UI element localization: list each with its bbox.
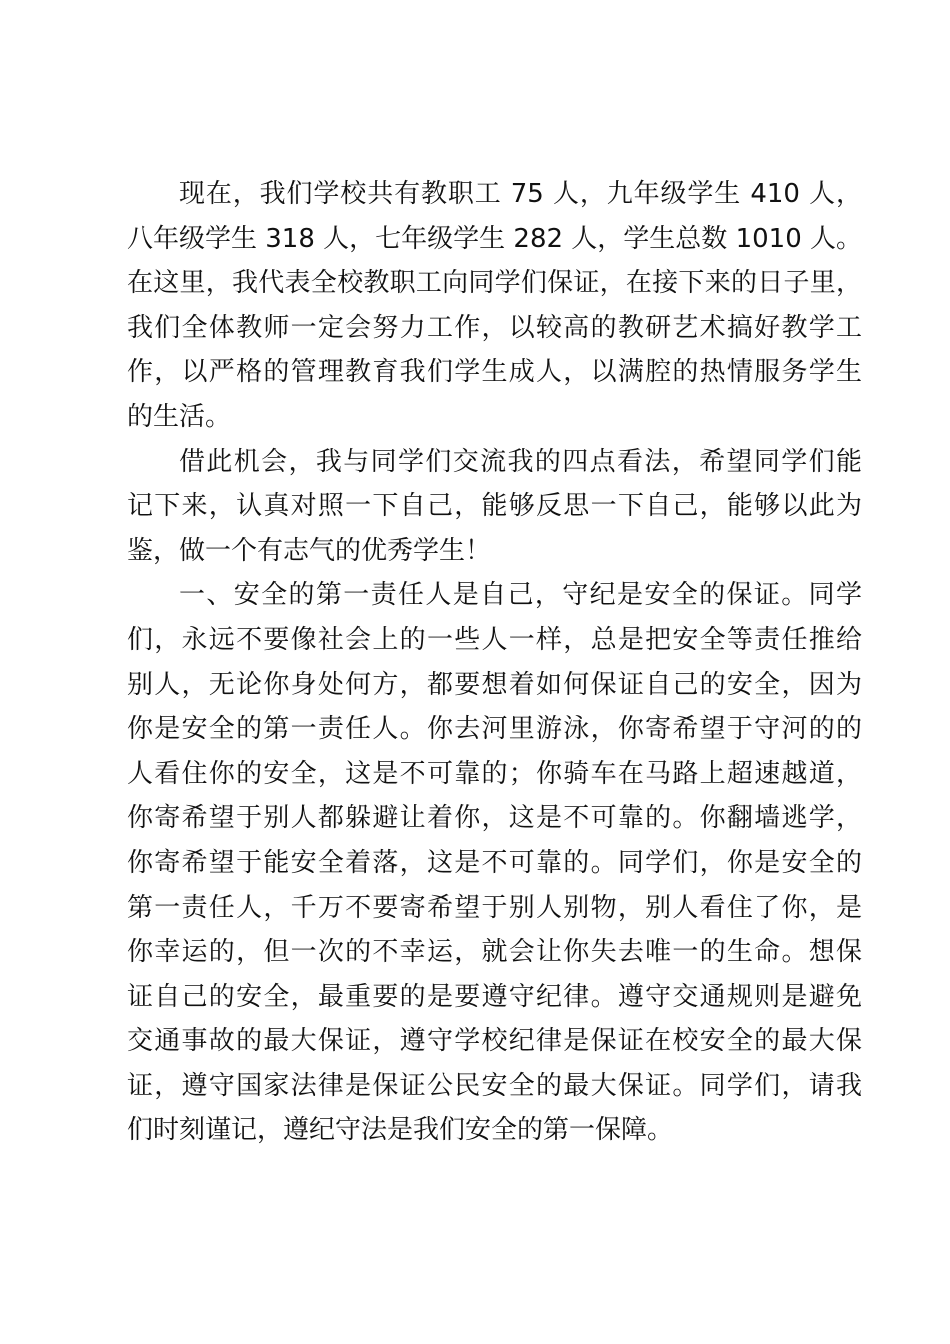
text-line: 证自己的安全，最重要的是要遵守纪律。遵守交通规则是避免 <box>127 981 862 1012</box>
text-line: 的生活。 <box>127 401 232 432</box>
text-line: 证，遵守国家法律是保证公民安全的最大保证。同学们，请我 <box>127 1070 862 1101</box>
text-line: 我们全体教师一定会努力工作，以较高的教研艺术搞好教学工 <box>127 312 862 343</box>
body-text <box>127 172 862 1153</box>
text-line: 借此机会，我与同学们交流我的四点看法，希望同学们能 <box>179 446 862 477</box>
text-line: 现在，我们学校共有教职工 75 人，九年级学生 410 人， <box>179 179 862 209</box>
text-line: 鉴，做一个有志气的优秀学生！ <box>127 535 492 566</box>
text-line: 交通事故的最大保证，遵守学校纪律是保证在校安全的最大保 <box>127 1026 862 1057</box>
text-line: 记下来，认真对照一下自己，能够反思一下自己，能够以此为 <box>127 491 862 522</box>
text-line: 们，永远不要像社会上的一些人一样，总是把安全等责任推给 <box>127 624 862 655</box>
text-line: 第一责任人，千万不要寄希望于别人别物，别人看住了你，是 <box>127 892 862 923</box>
text-line: 一、安全的第一责任人是自己，守纪是安全的保证。同学 <box>179 580 862 611</box>
text-line: 在这里，我代表全校教职工向同学们保证，在接下来的日子里， <box>127 268 862 299</box>
text-line: 你寄希望于能安全着落，这是不可靠的。同学们，你是安全的 <box>127 847 862 878</box>
text-line: 们时刻谨记，遵纪守法是我们安全的第一保障。 <box>127 1115 674 1146</box>
text-line: 你幸运的，但一次的不幸运，就会让你失去唯一的生命。想保 <box>127 937 862 968</box>
text-line: 别人，无论你身处何方，都要想着如何保证自己的安全，因为 <box>127 669 862 700</box>
text-line: 作，以严格的管理教育我们学生成人，以满腔的热情服务学生 <box>127 357 862 388</box>
text-line: 你寄希望于别人都躲避让着你，这是不可靠的。你翻墙逃学， <box>127 803 862 834</box>
text-line: 你是安全的第一责任人。你去河里游泳，你寄希望于守河的的 <box>127 714 862 745</box>
text-line: 人看住你的安全，这是不可靠的；你骑车在马路上超速越道， <box>127 758 862 789</box>
text-line: 八年级学生 318 人，七年级学生 282 人，学生总数 1010 人。 <box>127 223 863 254</box>
